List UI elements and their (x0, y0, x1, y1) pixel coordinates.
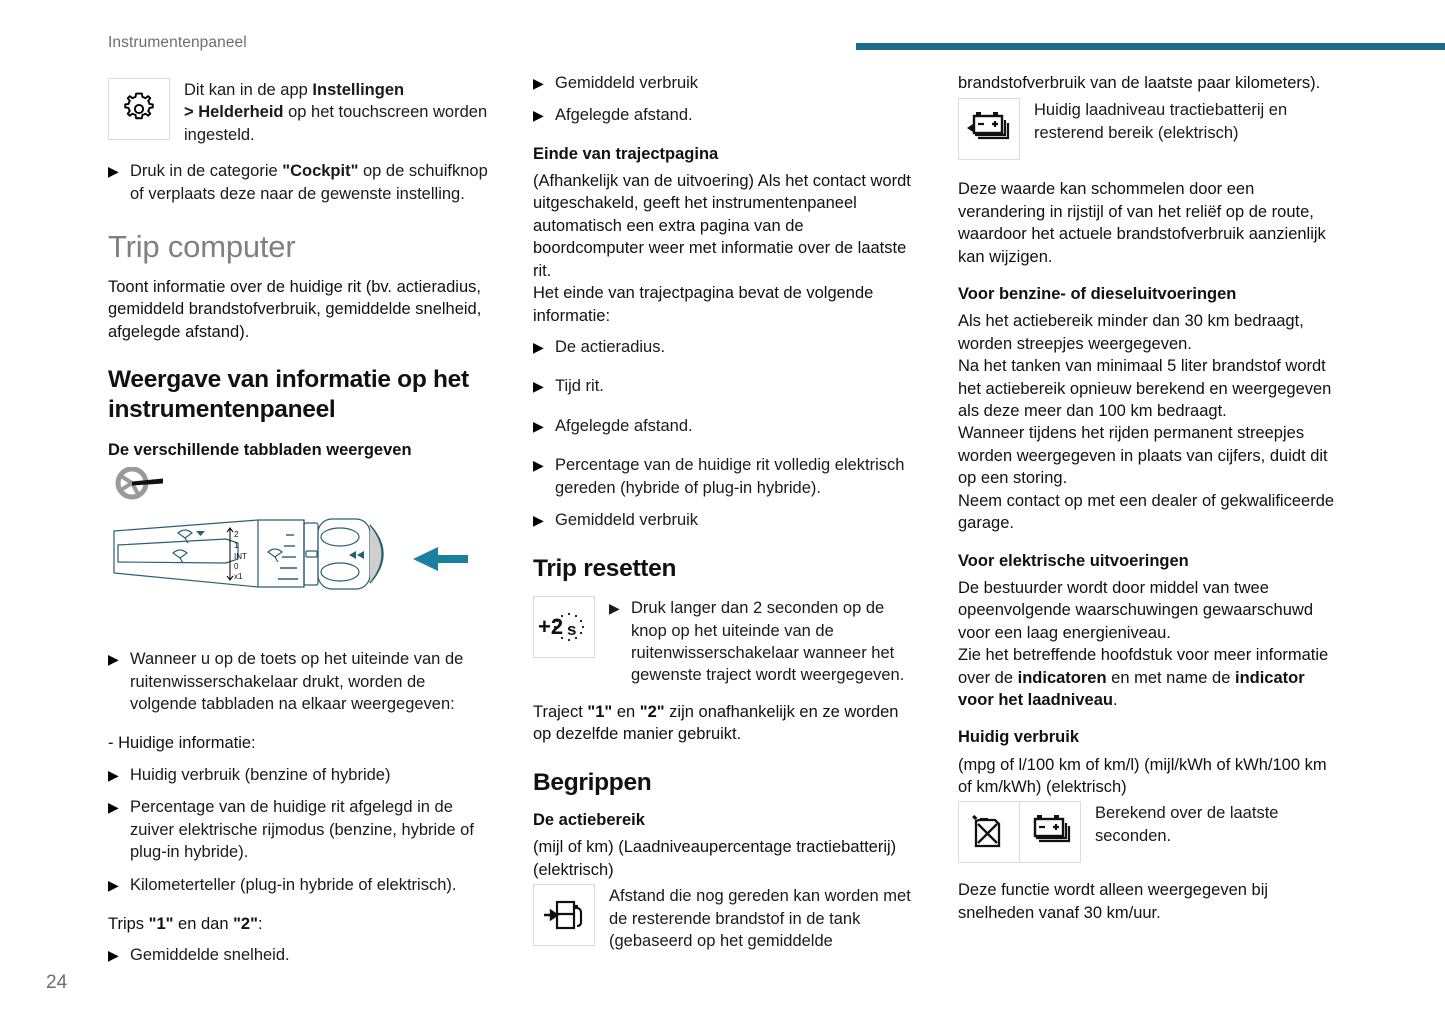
list-item-label: Afgelegde afstand. (555, 106, 693, 125)
fuel-pump-icon (533, 884, 595, 946)
list-item-label: Percentage van de huidige rit volledig elektrisch gereden (hybride of plug-in hybride). (555, 456, 905, 497)
triangle-bullet-icon: ▶ (108, 947, 119, 964)
triangle-bullet-icon: ▶ (108, 876, 119, 893)
range-units-text: (mijl of km) (Laadniveaupercentage tractiebatterij) (elektrisch) (533, 838, 897, 879)
triangle-bullet-icon: ▶ (108, 163, 119, 180)
trip-independent-text: Traject "1" en "2" zijn onafhankelijk en ze worden op dezelfde manier gebruikt. (533, 702, 899, 744)
list-item (533, 454, 913, 499)
trip-reset-block (533, 596, 913, 687)
svg-text:1: 1 (234, 541, 239, 551)
cockpit-instruction-bullet (108, 160, 488, 205)
range-icon-block (533, 884, 913, 952)
list-item-label: Gemiddeld verbruik (555, 511, 699, 530)
trip-computer-intro: Toont informatie over de huidige rit (bv. actieradius, gemiddeld brandstofverbruik, gemiddelde snelheid, afgelegde afstand). (108, 277, 482, 341)
list-item (533, 509, 913, 531)
svg-text:0: 0 (234, 562, 239, 572)
wiper-stalk-illustration (108, 467, 488, 632)
list-item-label: Gemiddeld verbruik (555, 74, 699, 92)
heading-trip-computer: Trip computer (108, 229, 296, 265)
stalk-press-text: Wanneer u op de toets op het uiteinde van de ruitenwisserschakelaar drukt, worden de volgende tabbladen na elkaar weergegeven: (130, 650, 464, 713)
list-item (533, 415, 913, 437)
header-accent-rule (856, 43, 1445, 50)
svg-text:INT: INT (234, 552, 247, 562)
petrol-text-1: Als het actiebereik minder dan 30 km bedraagt, worden streepjes weergegeven. (958, 312, 1304, 353)
list-item-label: Kilometerteller (plug-in hybride of elektrisch). (130, 875, 457, 894)
current-info-label: - Huidige informatie: (108, 734, 256, 753)
petrol-text-2: Na het tanken van minimaal 5 liter brandstof wordt het actiebereik opnieuw berekend en weergegeven als deze meer dan 100 km bedraagt. (958, 357, 1332, 421)
subheading-electric: Voor elektrische uitvoeringen (958, 551, 1189, 570)
list-item (533, 104, 913, 126)
triangle-bullet-icon: ▶ (533, 107, 544, 124)
gear-icon (108, 78, 170, 140)
subheading-range: De actiebereik (533, 811, 645, 830)
svg-text:x1: x1 (234, 572, 243, 582)
subheading-current-consumption: Huidig verbruik (958, 728, 1080, 747)
end-trip-text-2: Het einde van trajectpagina bevat de volgende informatie: (533, 284, 874, 325)
list-item (533, 336, 913, 358)
consumption-icon-block (958, 801, 1338, 863)
consumption-note: Deze functie wordt alleen weergegeven bij snelheden vanaf 30 km/uur. (958, 881, 1269, 922)
list-item-label: Tijd rit. (555, 377, 604, 396)
stalk-press-bullet (108, 648, 488, 715)
plus-two-seconds-icon (533, 596, 595, 658)
blue-press-arrow-icon (413, 547, 468, 571)
triangle-bullet-icon: ▶ (533, 457, 544, 474)
column-2 (533, 72, 913, 977)
column-1 (108, 72, 488, 977)
battery-icon-text: Huidig laadniveau tractiebatterij en resterend bereik (elektrisch) (1034, 101, 1288, 142)
subheading-end-trip-page: Einde van trajectpagina (533, 144, 719, 163)
list-item-label: Percentage van de huidige rit afgelegd in de zuiver elektrische rijmodus (benzine, hybride of plug-in hybride). (130, 798, 474, 862)
list-item (108, 796, 488, 863)
page-columns (108, 72, 1398, 977)
triangle-bullet-icon: ▶ (609, 600, 620, 617)
svg-text:s: s (567, 620, 577, 640)
petrol-text-3: Wanneer tijdens het rijden permanent streepjes worden weergegeven in plaats van cijfers, duidt dit op een storing. (958, 424, 1328, 488)
continued-text: brandstofverbruik van de laatste paar kilometers). (958, 74, 1321, 92)
traction-battery-icon (958, 98, 1020, 160)
list-item (108, 764, 488, 786)
svg-text:2: 2 (234, 530, 239, 540)
consumption-icon-text: Berekend over de laatste seconden. (1095, 804, 1279, 845)
steering-wheel-icon (118, 469, 163, 497)
fluctuation-text: Deze waarde kan schommelen door een verandering in rijstijl of van het reliëf op de route, waardoor het actuele brandstofverbruik aanzienlijk kan wijzigen. (958, 180, 1326, 266)
list-item (108, 874, 488, 896)
traction-battery-icon (1019, 801, 1081, 863)
brightness-note-text: Dit kan in de app Instellingen > Helderheid op het touchscreen worden ingesteld. (184, 81, 488, 144)
brightness-note-block (108, 78, 488, 146)
list-item-label: Afgelegde afstand. (555, 416, 693, 435)
triangle-bullet-icon: ▶ (108, 799, 119, 816)
heading-terms: Begrippen (533, 768, 652, 796)
subheading-petrol-diesel: Voor benzine- of dieseluitvoeringen (958, 285, 1237, 304)
jerrycan-icon (958, 801, 1020, 863)
list-item-label: Huidig verbruik (benzine of hybride) (130, 765, 391, 784)
electric-text-2: Zie het betreffende hoofdstuk voor meer informatie over de indicatoren en met name de indicator voor het laadniveau. (958, 646, 1329, 709)
consumption-units-text: (mpg of l/100 km of km/l) (mijl/kWh of kWh/100 km of km/kWh) (elektrisch) (958, 755, 1327, 796)
end-trip-text-1: (Afhankelijk van de uitvoering) Als het contact wordt uitgeschakeld, geeft het instrumentenpaneel automatisch een extra pagina van de boordcomputer weer met informatie over de laatste rit. (533, 171, 911, 280)
heading-trip-reset: Trip resetten (533, 554, 677, 582)
petrol-text-4: Neem contact op met een dealer of gekwalificeerde garage. (958, 491, 1335, 533)
list-item (533, 375, 913, 397)
page-number: 24 (46, 972, 68, 993)
range-icon-text: Afstand die nog gereden kan worden met de resterende brandstof in de tank (gebaseerd op het gemiddelde (609, 887, 911, 950)
trip-reset-instruction (595, 596, 913, 687)
list-item-label: Gemiddelde snelheid. (130, 946, 290, 965)
triangle-bullet-icon: ▶ (533, 339, 544, 356)
page-title: Instrumentenpaneel (108, 34, 247, 51)
triangle-bullet-icon: ▶ (533, 417, 544, 434)
list-item (108, 944, 488, 966)
triangle-bullet-icon: ▶ (533, 75, 544, 91)
subheading-show-tabs: De verschillende tabbladen weergeven (108, 441, 412, 459)
electric-text-1: De bestuurder wordt door middel van twee opeenvolgende waarschuwingen gewaarschuwd voor een laag energieniveau. (958, 578, 1313, 642)
triangle-bullet-icon: ▶ (108, 766, 119, 783)
battery-icon-block (958, 98, 1338, 160)
svg-text:+2: +2 (538, 614, 564, 640)
list-item-label: De actieradius. (555, 338, 666, 357)
triangle-bullet-icon: ▶ (533, 378, 544, 395)
column-3 (958, 72, 1338, 977)
heading-display-info: Weergave van informatie op het instrumentenpaneel (108, 366, 469, 423)
trips-label: Trips "1" en dan "2": (108, 915, 263, 934)
list-item (533, 72, 913, 94)
triangle-bullet-icon: ▶ (108, 651, 119, 668)
cockpit-instruction-text: Druk in de categorie "Cockpit" op de schuifknop of verplaats deze naar de gewenste instelling. (130, 162, 488, 203)
page-header (0, 0, 1445, 58)
triangle-bullet-icon: ▶ (533, 512, 544, 529)
trip-reset-instruction-text: Druk langer dan 2 seconden op de knop op het uiteinde van de ruitenwisserschakelaar wanneer het gewenste traject wordt weergegeven. (631, 599, 905, 685)
